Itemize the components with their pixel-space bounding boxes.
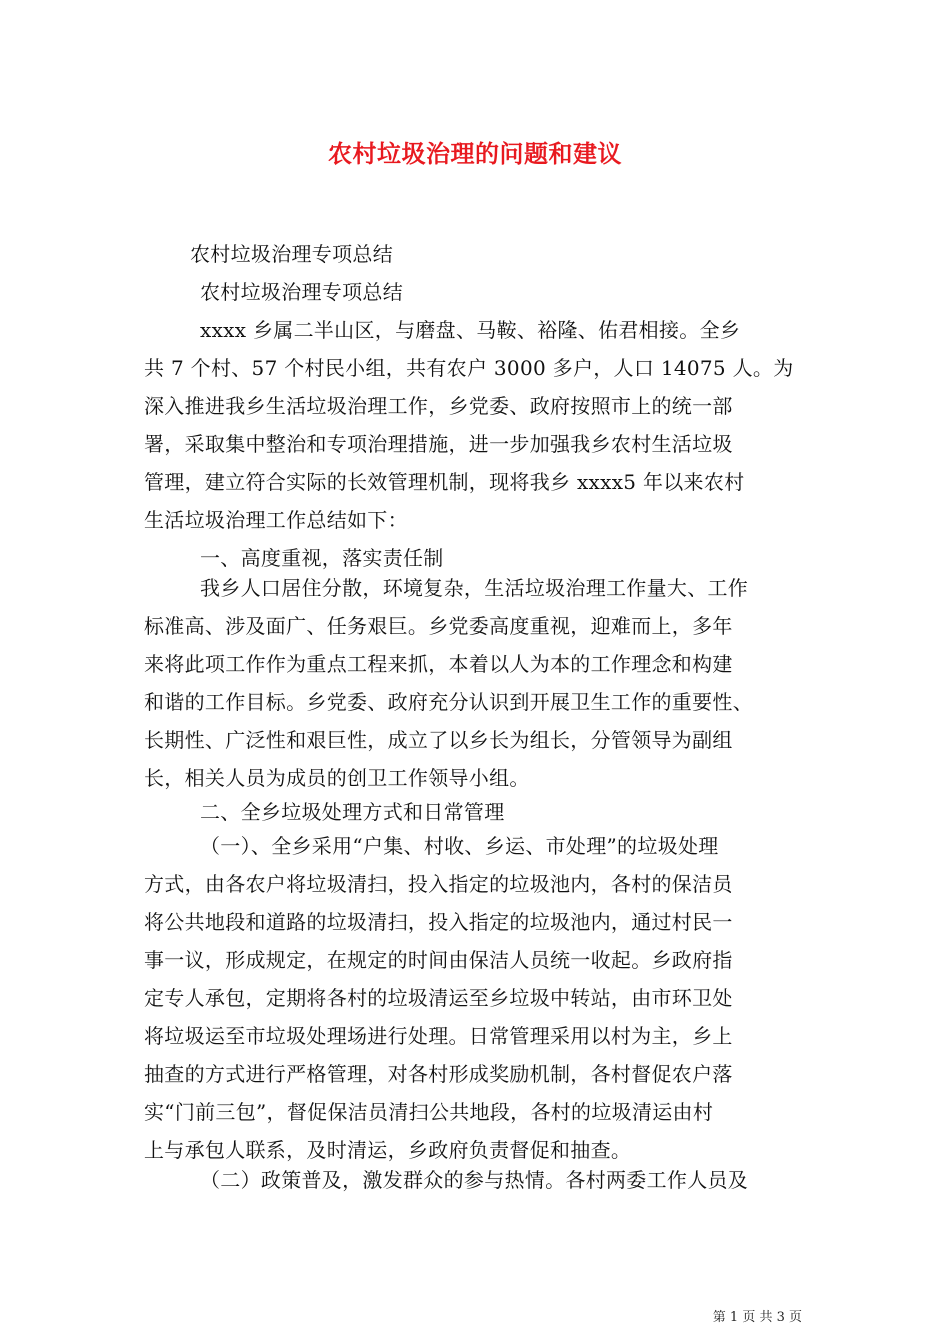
page-number-footer: 第 1 页 共 3 页 xyxy=(712,1310,802,1325)
body-line: 生活垃圾治理工作总结如下： xyxy=(144,508,408,532)
body-line: 署，采取集中整治和专项治理措施，进一步加强我乡农村生活垃圾 xyxy=(144,432,733,456)
body-line: 方式，由各农户将垃圾清扫，投入指定的垃圾池内，各村的保洁员 xyxy=(144,872,733,896)
body-line: 标准高、涉及面广、任务艰巨。乡党委高度重视，迎难而上，多年 xyxy=(144,614,733,638)
body-line: （二）政策普及，激发群众的参与热情。各村两委工作人员及 xyxy=(200,1168,749,1192)
body-line: 抽查的方式进行严格管理，对各村形成奖励机制，各村督促农户落 xyxy=(144,1062,733,1086)
section-heading: 一、高度重视，落实责任制 xyxy=(200,546,444,570)
body-line: 深入推进我乡生活垃圾治理工作，乡党委、政府按照市上的统一部 xyxy=(144,394,733,418)
body-line: 长，相关人员为成员的创卫工作领导小组。 xyxy=(144,766,530,790)
section-heading: 二、全乡垃圾处理方式和日常管理 xyxy=(200,800,505,824)
body-line: 定专人承包，定期将各村的垃圾清运至乡垃圾中转站，由市环卫处 xyxy=(144,986,733,1010)
page-title: 农村垃圾治理的问题和建议 xyxy=(328,139,622,168)
body-line: 共 7 个村、57 个村民小组，共有农户 3000 多户，人口 14075 人。为 xyxy=(144,356,794,380)
body-line: 事一议，形成规定，在规定的时间由保洁人员统一收起。乡政府指 xyxy=(144,948,733,972)
body-line: xxxx 乡属二半山区，与磨盘、马鞍、裕隆、佑君相接。全乡 xyxy=(200,318,741,342)
body-line: 将垃圾运至市垃圾处理场进行处理。日常管理采用以村为主，乡上 xyxy=(144,1024,733,1048)
body-line: 来将此项工作作为重点工程来抓，本着以人为本的工作理念和构建 xyxy=(144,652,733,676)
body-line: 实“门前三包”，督促保洁员清扫公共地段，各村的垃圾清运由村 xyxy=(144,1100,714,1124)
body-line: （一）、全乡采用“户集、村收、乡运、市处理”的垃圾处理 xyxy=(200,834,719,858)
body-line: 和谐的工作目标。乡党委、政府充分认识到开展卫生工作的重要性、 xyxy=(144,690,753,714)
body-line: 农村垃圾治理专项总结 xyxy=(200,280,403,304)
body-line: 我乡人口居住分散，环境复杂，生活垃圾治理工作量大、工作 xyxy=(200,576,749,600)
body-line: 上与承包人联系，及时清运，乡政府负责督促和抽查。 xyxy=(144,1138,632,1162)
body-line: 将公共地段和道路的垃圾清扫，投入指定的垃圾池内，通过村民一 xyxy=(144,910,733,934)
body-line: 管理，建立符合实际的长效管理机制，现将我乡 xxxx5 年以来农村 xyxy=(144,470,745,494)
body-line: 长期性、广泛性和艰巨性，成立了以乡长为组长，分管领导为副组 xyxy=(144,728,733,752)
body-line: 农村垃圾治理专项总结 xyxy=(190,242,393,266)
